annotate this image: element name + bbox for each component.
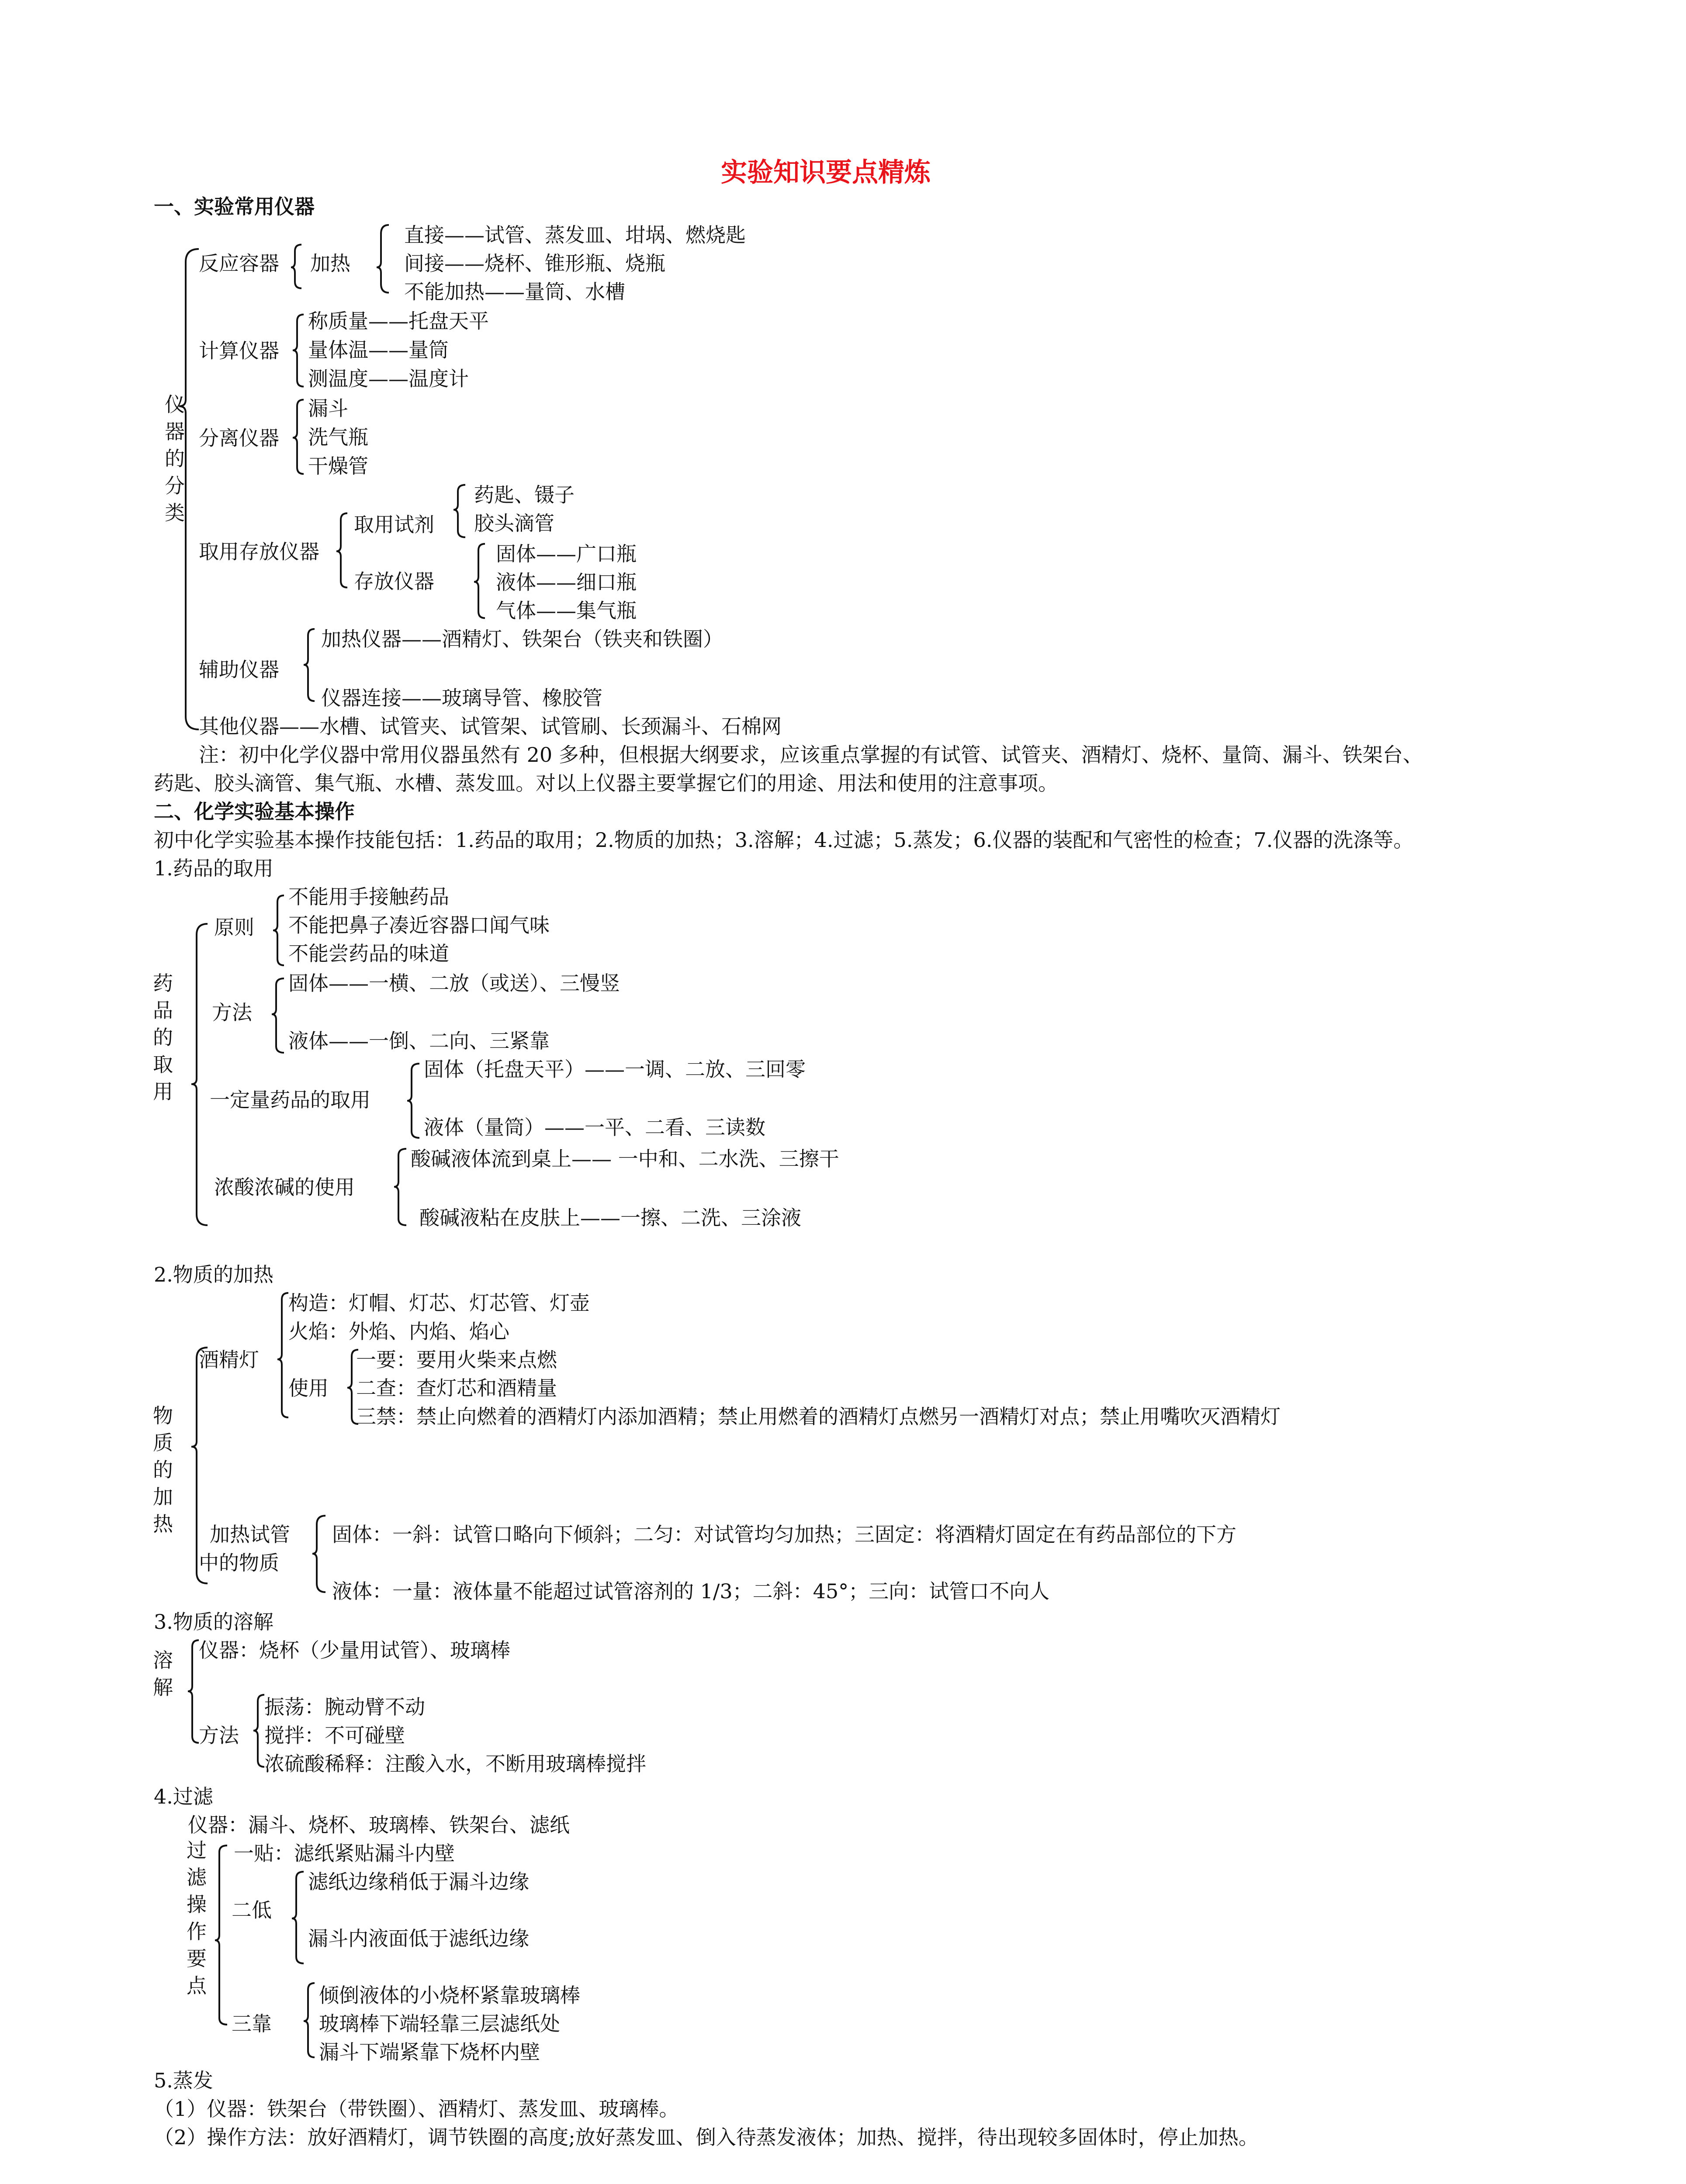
item-three-2: 漏斗下端紧靠下烧杯内壁 xyxy=(319,2040,540,2064)
item-principle-1: 不能把鼻子凑近容器口闻气味 xyxy=(288,913,550,937)
item-heat-liquid: 液体：一量：液体量不能超过试管溶剂的 1/3；二斜：45°；三向：试管口不向人 xyxy=(332,1579,1050,1603)
item-use-3: 三禁：禁止向燃着的酒精灯内添加酒精；禁止用燃着的酒精灯点燃另一酒精灯对点；禁止用嘴吹灭酒精灯 xyxy=(356,1405,1281,1428)
label-measure: 计算仪器 xyxy=(199,339,279,363)
brace-two xyxy=(292,1872,304,1963)
label-principle: 原则 xyxy=(214,916,254,939)
label-tube-line2: 中的物质 xyxy=(199,1551,279,1575)
label-filter-three: 三靠 xyxy=(232,2012,272,2035)
item-filter-tools: 仪器：漏斗、烧杯、玻璃棒、铁架台、滤纸 xyxy=(188,1813,570,1837)
item-three-1: 玻璃棒下端轻靠三层滤纸处 xyxy=(319,2012,560,2035)
label-reaction: 反应容器 xyxy=(199,252,279,275)
item-measure-0: 称质量——托盘天平 xyxy=(308,309,489,333)
item-dissolve-0: 振荡：腕动臂不动 xyxy=(264,1695,425,1719)
label-dissolve-method: 方法 xyxy=(199,1724,239,1747)
item-separate-1: 洗气瓶 xyxy=(308,425,368,449)
label-tube-line1: 加热试管 xyxy=(210,1523,290,1546)
item-separate-0: 漏斗 xyxy=(308,397,348,420)
item-two-1: 漏斗内液面低于滤纸边缘 xyxy=(308,1927,529,1950)
label-store: 存放仪器 xyxy=(354,570,434,593)
item-separate-2: 干燥管 xyxy=(308,454,368,478)
brace-measure xyxy=(293,314,304,387)
evap-line-2: （2）操作方法：放好酒精灯，调节铁圈的高度;放好蒸发皿、倒入待蒸发液体；加热、搅拌，待出现较多固体时，停止加热。 xyxy=(154,2125,1259,2149)
item-three-0: 倾倒液体的小烧杯紧靠玻璃棒 xyxy=(319,1984,580,2007)
item-structure: 构造：灯帽、灯芯、灯芯管、灯壶 xyxy=(288,1291,590,1315)
brace-acid xyxy=(394,1149,406,1225)
label-method: 方法 xyxy=(212,1001,252,1024)
brace-filter xyxy=(215,1845,227,2025)
label-aux: 辅助仪器 xyxy=(199,658,279,681)
brace-heat xyxy=(291,245,301,288)
item-filter-one: 一贴：滤纸紧贴漏斗内壁 xyxy=(234,1842,455,1865)
brace-reaction-heat xyxy=(377,225,389,293)
item-direct: 直接——试管、蒸发皿、坩埚、燃烧匙 xyxy=(404,223,746,247)
item-measure-2: 测温度——温度计 xyxy=(308,367,469,390)
item-measure-1: 量体温——量筒 xyxy=(308,338,449,362)
brace-tube xyxy=(312,1516,325,1592)
item-other: 其他仪器——水槽、试管夹、试管架、试管刷、长颈漏斗、石棉网 xyxy=(199,715,782,738)
item-acid-skin: 酸碱液粘在皮肤上——一擦、二洗、三涂液 xyxy=(419,1206,801,1230)
item-acid-table: 酸碱液体流到桌上—— 一中和、二水洗、三擦干 xyxy=(411,1147,839,1171)
evap-line-1: （1）仪器：铁架台（带铁圈）、酒精灯、蒸发皿、玻璃棒。 xyxy=(154,2097,679,2121)
root-label-filter: 过滤操作要点 xyxy=(187,1838,207,1997)
item-noheat: 不能加热——量筒、水槽 xyxy=(404,280,625,304)
item-use-2: 二查：查灯芯和酒精量 xyxy=(356,1376,557,1400)
subheading-2: 2.物质的加热 xyxy=(154,1263,273,1286)
subheading-4: 4.过滤 xyxy=(154,1785,213,1808)
label-separate: 分离仪器 xyxy=(199,426,279,450)
label-take: 取用试剂 xyxy=(354,513,434,536)
brace-root-p1 xyxy=(191,924,208,1225)
item-use-1: 一要：要用火柴来点燃 xyxy=(356,1348,557,1372)
item-quant-liquid: 液体（量筒）——一平、二看、三读数 xyxy=(424,1116,765,1139)
brace-principle xyxy=(273,895,284,965)
item-dissolve-1: 搅拌：不可碰壁 xyxy=(264,1724,405,1747)
section-heading-2: 二、化学实验基本操作 xyxy=(154,800,355,823)
note-line-2: 药匙、胶头滴管、集气瓶、水槽、蒸发皿。对以上仪器主要掌握它们的用途、用法和使用的注意事项。 xyxy=(154,771,1058,795)
label-lamp: 酒精灯 xyxy=(199,1348,259,1372)
item-principle-2: 不能尝药品的味道 xyxy=(288,942,449,965)
label-filter-two: 二低 xyxy=(232,1898,272,1922)
label-use: 使用 xyxy=(288,1376,329,1400)
item-take-1: 胶头滴管 xyxy=(474,511,554,535)
intro-line: 初中化学实验基本操作技能包括：1.药品的取用；2.物质的加热；3.溶解；4.过滤；5.蒸发；6.仪器的装配和气密性的检查；7.仪器的洗涤等。 xyxy=(154,828,1414,852)
item-take-0: 药匙、镊子 xyxy=(474,483,575,507)
subheading-5: 5.蒸发 xyxy=(154,2069,213,2092)
item-store-1: 液体——细口瓶 xyxy=(496,570,637,594)
item-quant-solid: 固体（托盘天平）——一调、二放、三回零 xyxy=(424,1057,806,1081)
item-heat-solid: 固体：一斜：试管口略向下倾斜；二匀：对试管均匀加热；三固定：将酒精灯固定在有药品部位的下方 xyxy=(332,1523,1236,1546)
root-label-heating: 物质的加热 xyxy=(153,1404,173,1536)
subheading-3: 3.物质的溶解 xyxy=(154,1610,273,1634)
root-label-instruments: 仪器的分类 xyxy=(165,393,185,525)
brace-method xyxy=(272,978,284,1053)
root-label-reagents: 药品的取用 xyxy=(153,971,173,1103)
item-indirect: 间接——烧杯、锥形瓶、烧瓶 xyxy=(404,252,665,275)
brace-storage xyxy=(336,513,347,587)
label-heat: 加热 xyxy=(310,252,350,275)
item-flame: 火焰：外焰、内焰、焰心 xyxy=(288,1320,509,1343)
item-dissolve-2: 浓硫酸稀释：注酸入水，不断用玻璃棒搅拌 xyxy=(264,1752,646,1776)
brace-dissolve-method xyxy=(253,1695,264,1767)
subheading-1: 1.药品的取用 xyxy=(154,857,273,880)
item-aux-heat: 加热仪器——酒精灯、铁架台（铁夹和铁圈） xyxy=(321,627,723,651)
item-method-solid: 固体——一横、二放（或送）、三慢竖 xyxy=(288,971,620,995)
item-store-2: 气体——集气瓶 xyxy=(496,599,637,622)
brace-lamp xyxy=(277,1293,288,1417)
item-aux-connect: 仪器连接——玻璃导管、橡胶管 xyxy=(321,686,602,710)
brace-quant xyxy=(407,1064,419,1138)
note-line-1: 注：初中化学仪器中常用仪器虽然有 20 多种，但根据大纲要求，应该重点掌握的有试管、试管夹、酒精灯、烧杯、量筒、漏斗、铁架台、 xyxy=(199,743,1423,767)
brace-take xyxy=(454,485,465,537)
item-principle-0: 不能用手接触药品 xyxy=(288,885,449,909)
brace-root-p2 xyxy=(191,1348,208,1583)
root-label-dissolve: 溶解 xyxy=(153,1648,173,1699)
brace-three xyxy=(304,1983,315,2057)
document-title: 实验知识要点精炼 xyxy=(721,157,931,188)
label-acid: 浓酸浓碱的使用 xyxy=(214,1175,355,1199)
brace-aux xyxy=(304,629,315,701)
brace-dissolve xyxy=(188,1640,199,1743)
item-dissolve-tools: 仪器：烧杯（少量用试管）、玻璃棒 xyxy=(199,1638,510,1662)
label-storage: 取用存放仪器 xyxy=(199,540,319,563)
item-two-0: 滤纸边缘稍低于漏斗边缘 xyxy=(308,1870,529,1894)
section-heading-1: 一、实验常用仪器 xyxy=(154,195,315,218)
item-method-liquid: 液体——一倒、二向、三紧靠 xyxy=(288,1029,550,1053)
brace-separate xyxy=(293,400,304,474)
item-store-0: 固体——广口瓶 xyxy=(496,542,637,566)
brace-store xyxy=(474,544,485,618)
label-quant: 一定量药品的取用 xyxy=(210,1088,370,1112)
